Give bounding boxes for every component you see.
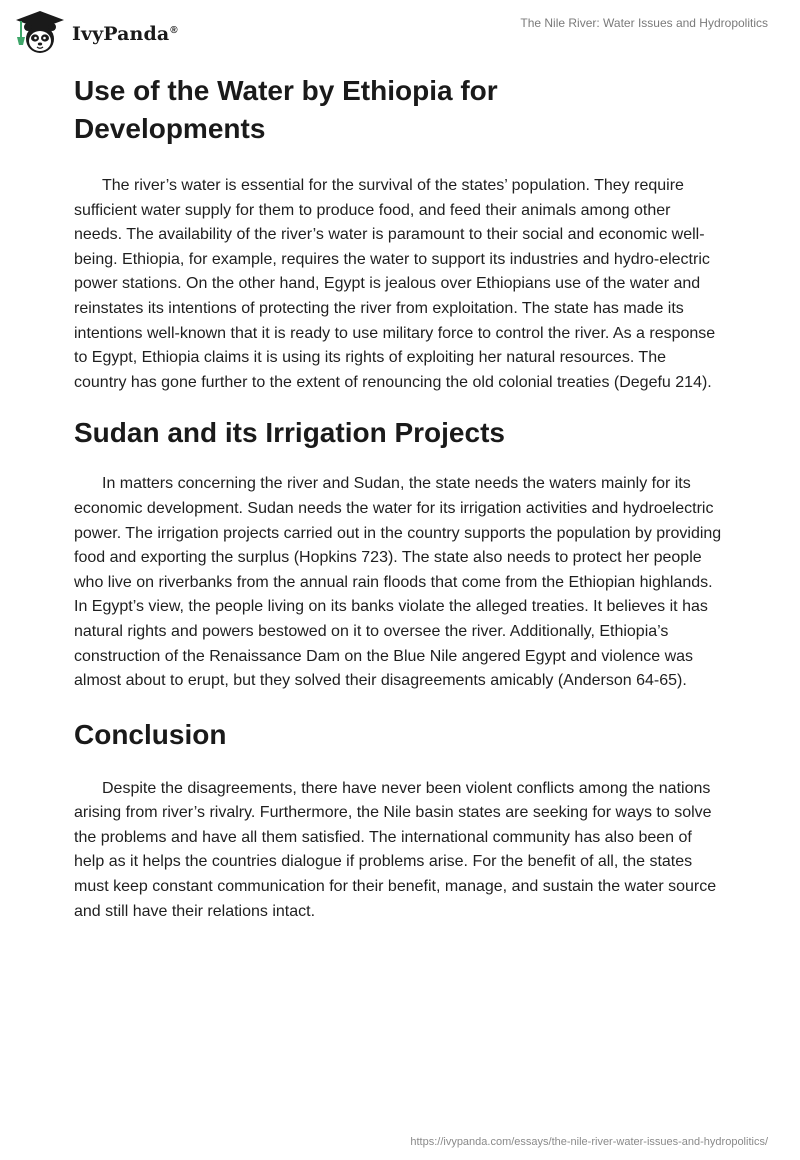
- ivypanda-logo[interactable]: [14, 9, 178, 55]
- logo-wordmark: IvyPanda®: [72, 23, 178, 45]
- section-heading-conclusion: Conclusion: [74, 718, 227, 750]
- section-paragraph-ethiopia: The river’s water is essential for the survival of the states’ population. They require sufficient water supply for them to produce food, and feed their animals among other needs. The availability of the river’s water is paramount to their social and economic well-being. Ethiopia, for example, requires the water to support its industries and hydro-electric power stations. On the other hand, Egypt is jealous over Ethiopians use of the water and reinstates its intentions of protecting the river from exploitation. The state has made its intentions well-known that it is ready to use military force to control the river. As a response to Egypt, Ethiopia claims it is using its rights of exploiting her natural resources. The country has gone further to the extent of renouncing the old colonial treaties (Degefu 214).: [74, 177, 716, 391]
- section-heading-ethiopia: Use of the Water by Ethiopia for Developments: [74, 75, 498, 144]
- section-paragraph-conclusion: Despite the disagreements, there have never been violent conflicts among the nations arising from river’s rivalry. Furthermore, the Nile basin states are seeking for ways to solve the problems and have all them satisfied. The international community has also been of help as it helps the countries dialogue if problems arise. For the benefit of all, the states must keep constant communication for their benefit, manage, and sustain the water source and still have their relations intact.: [74, 779, 717, 920]
- page-header: [0, 0, 800, 64]
- panda-graduate-icon: [14, 9, 66, 55]
- section-paragraph-sudan: In matters concerning the river and Sudan, the state needs the waters mainly for its economic development. Sudan needs the water for its irrigation activities and hydroelectric power. The irrigation projects carried out in the country supports the population by providing food and exporting the surplus (Hopkins 723). The state also needs to protect her people who live on riverbanks from the annual rain floods that come from the Ethiopian highlands. In Egypt’s view, the people living on its banks violate the alleged treaties. It believes it has natural rights and powers bestowed on it to oversee the river. Additionally, Ethiopia’s construction of the Renaissance Dam on the Blue Nile angered Egypt and violence was almost about to erupt, but they solved their disagreements amicably (Anderson 64-65).: [74, 475, 722, 690]
- section-heading-sudan: Sudan and its Irrigation Projects: [74, 417, 505, 449]
- document-title: The Nile River: Water Issues and Hydropolitics: [520, 16, 768, 30]
- source-url-link[interactable]: https://ivypanda.com/essays/the-nile-river-water-issues-and-hydropolitics/: [410, 1136, 768, 1148]
- essay-content: [74, 72, 722, 924]
